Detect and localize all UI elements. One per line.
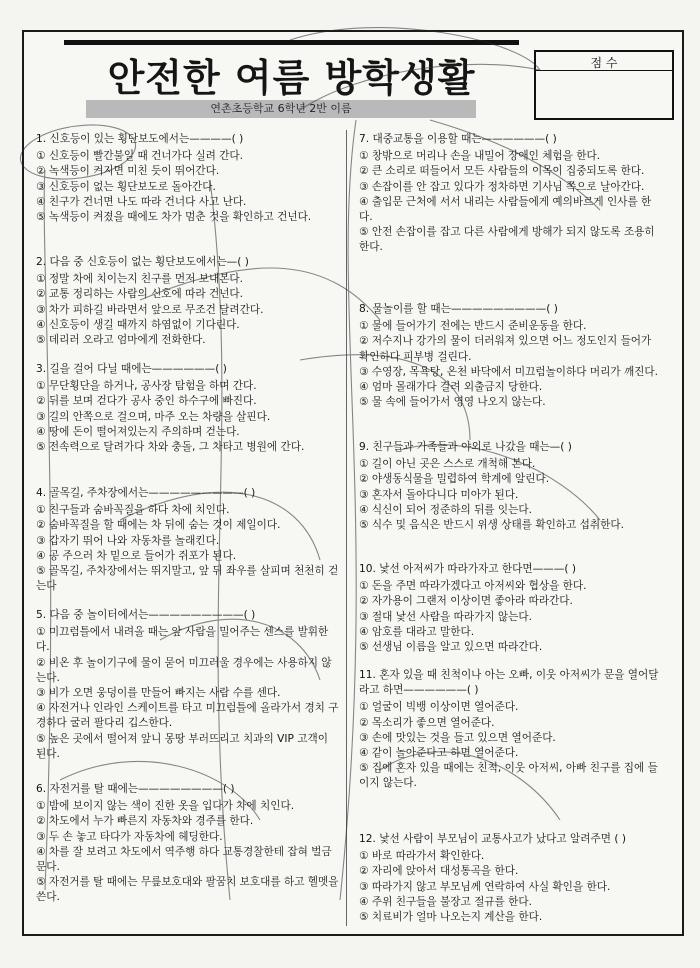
option: ① 미끄럼틀에서 내려올 때는 앞 사람을 밀어주는 센스를 발휘한다. (36, 626, 329, 654)
question-3 (36, 362, 341, 455)
question-5 (36, 608, 341, 762)
option: ⑤ 물 속에 들어가서 영영 나오지 않는다. (359, 396, 546, 409)
question-4 (36, 486, 341, 594)
option: ② 숨바꼭질을 할 때에는 차 뒤에 숨는 것이 제일이다. (36, 519, 281, 532)
option: ③ 두 손 놓고 타다가 자동차에 헤딩한다. (36, 830, 223, 843)
question-1 (36, 132, 341, 225)
option: ① 무단횡단을 하거나, 공사장 탐험을 하며 간다. (36, 380, 257, 393)
option: ② 큰 소리로 떠들어서 모든 사람들의 이목이 집중되도록 한다. (359, 165, 645, 178)
option: ① 밤에 보이지 않는 색이 진한 옷을 입다가 차에 치인다. (36, 800, 295, 813)
option: ① 길이 아닌 곳은 스스로 개척해 본다. (359, 458, 536, 471)
option: ⑤ 치료비가 얼마 나오는지 계산을 한다. (359, 911, 543, 924)
question-text: 11. 혼자 있을 때 친척이나 아는 오빠, 이웃 아저씨가 문을 열어달라고 하면——————( ) (359, 669, 659, 697)
column-divider (346, 130, 347, 926)
option: ① 친구들과 숨바꼭질을 하다 차에 치인다. (36, 504, 230, 517)
option: ⑤ 전속력으로 달려가다 차와 충돌, 그 차타고 병원에 간다. (36, 441, 305, 454)
question-9 (359, 440, 664, 533)
question-12 (359, 832, 664, 925)
option: ⑤ 선생님 이름을 알고 있으면 따라간다. (359, 641, 543, 654)
question-text: 2. 다음 중 신호등이 없는 횡단보도에서는—( ) (36, 256, 249, 268)
option: ③ 차가 피하길 바라면서 앞으로 무조건 달려간다. (36, 303, 264, 316)
option: ① 돈을 주면 따라가겠다고 아저씨와 협상을 한다. (359, 580, 587, 593)
question-text: 9. 친구들과 가족들과 야외로 나갔을 때는—( ) (359, 441, 572, 453)
option: ② 비온 후 놀이기구에 물이 묻어 미끄러울 경우에는 사용하지 않는다. (36, 656, 332, 684)
option: ② 차도에서 누가 빠른지 자동차와 경주를 한다. (36, 815, 254, 828)
option: ③ 갑자기 뛰어 나와 자동차를 놀래킨다. (36, 534, 220, 547)
question-text: 7. 대중교통을 이용할 때는——————( ) (359, 133, 557, 145)
score-label: 점 수 (536, 52, 672, 71)
option: ② 교통 정리하는 사람의 신호에 따라 건넌다. (36, 288, 244, 301)
option: ③ 따라가지 않고 부모님께 연락하여 사실 확인을 한다. (359, 880, 611, 893)
question-8 (359, 302, 664, 410)
option: ② 자가용이 그랜저 이상이면 좋아라 따라간다. (359, 595, 573, 608)
option: ⑤ 집에 혼자 있을 때에는 친척, 이웃 아저씨, 아빠 친구를 집에 들이지 않는다. (359, 762, 658, 790)
question-10 (359, 562, 664, 655)
option: ④ 자전거나 인라인 스케이트를 타고 미끄럼틀에 올라가서 경치 구경하다 굴러 팔다리 깁스한다. (36, 702, 339, 730)
option: ③ 비가 오면 웅덩이를 만들어 빠지는 사람 수를 센다. (36, 687, 281, 700)
option: ③ 신호등이 없는 횡단보도로 돌아간다. (36, 180, 216, 193)
school-class-line: 연촌초등학교 6학년 2반 이름 (86, 100, 476, 118)
option: ⑤ 녹색등이 켜졌을 때에도 차가 멈춘 것을 확인하고 건넌다. (36, 211, 312, 224)
option: ⑤ 골목길, 주차장에서는 뛰지말고, 앞 뒤 좌우를 살피며 천천히 걷는다 (36, 565, 339, 593)
question-7 (359, 132, 664, 256)
option: ① 정말 차에 치이는지 친구를 먼저 보내본다. (36, 273, 244, 286)
option: ⑤ 자전거를 탈 때에는 무릎보호대와 팔꿈치 보호대를 하고 헬멧을 쓴다. (36, 876, 339, 904)
option: ① 신호등이 빨간불일 때 건너가다 실려 간다. (36, 150, 244, 163)
question-11 (359, 668, 664, 792)
question-2 (36, 255, 341, 348)
option: ④ 공 주으러 차 밑으로 들어가 쥐포가 된다. (36, 549, 237, 562)
question-6 (36, 782, 341, 906)
option: ④ 같이 놀아준다고 하면 열어준다. (359, 747, 519, 760)
question-text: 8. 물놀이를 할 때는—————————( ) (359, 303, 558, 315)
question-text: 12. 낯선 사람이 부모님이 교통사고가 났다고 알려주면 ( ) (359, 833, 626, 845)
option: ⑤ 안전 손잡이를 잡고 다른 사람에게 방해가 되지 않도록 조용히 한다. (359, 226, 655, 254)
option: ⑤ 데리러 오라고 엄마에게 전화한다. (36, 334, 206, 347)
option: ④ 신호등이 생길 때까지 하염없이 기다린다. (36, 318, 240, 331)
option: ① 창밖으로 머리나 손을 내밀어 장애인 체험을 한다. (359, 150, 601, 163)
title-band (64, 40, 519, 103)
question-text: 1. 신호등이 있는 횡단보도에서는————( ) (36, 133, 244, 145)
option: ② 목소리가 좋으면 열어준다. (359, 716, 495, 729)
question-text: 3. 길을 걸어 다닐 때에는——————( ) (36, 363, 227, 375)
question-text: 4. 골목길, 주차장에서는—————————( ) (36, 487, 256, 499)
option: ③ 수영장, 목욕탕, 온천 바닥에서 미끄럼놀이하다 머리가 깨진다. (359, 365, 659, 378)
page-title: 안전한 여름 방학생활 (107, 56, 476, 100)
score-box (534, 50, 674, 120)
option: ④ 출입문 근처에 서서 내리는 사람들에게 예의바르게 인사를 한다. (359, 195, 652, 224)
option: ④ 식신이 되어 정준하의 뒤를 잇는다. (359, 503, 532, 516)
option: ④ 친구가 건너면 나도 따라 건너다 사고 난다. (36, 195, 247, 208)
option: ⑤ 높은 곳에서 떨어져 앞니 몽땅 부러뜨리고 치과의 VIP 고객이 된다. (36, 732, 328, 760)
option: ④ 땅에 돈이 떨어져있는지 주의하며 걷는다. (36, 425, 240, 438)
option: ① 얼굴이 빅뱅 이상이면 열어준다. (359, 701, 519, 714)
option: ② 자리에 앉아서 대성통곡을 한다. (359, 865, 519, 878)
option: ③ 손잡이를 안 잡고 있다가 정차하면 기사님 쪽으로 날아간다. (359, 180, 645, 193)
option: ② 저수지나 강가의 물이 더러워져 있으면 어느 정도인지 들어가 확인하다 피부병 걸린다. (359, 335, 652, 363)
option: ④ 엄마 몰래가다 걸려 외출금지 당한다. (359, 381, 543, 394)
option: ② 야생동식물을 밀렵하여 학계에 알린다. (359, 473, 550, 486)
option: ③ 길의 안쪽으로 걸으며, 마주 오는 차량을 살핀다. (36, 410, 271, 423)
option: ① 바로 따라가서 확인한다. (359, 850, 485, 863)
option: ⑤ 식수 및 음식은 반드시 위생 상태를 확인하고 섭취한다. (359, 519, 624, 532)
option: ② 녹색등이 켜지면 미친 듯이 뛰어간다. (36, 165, 220, 178)
quiz-sheet (22, 30, 684, 936)
option: ③ 손에 맛있는 것을 들고 있으면 열어준다. (359, 731, 556, 744)
option: ② 뒤를 보며 걷다가 공사 중인 하수구에 빠진다. (36, 395, 257, 408)
option: ③ 절대 낯선 사람을 따라가지 않는다. (359, 610, 532, 623)
question-text: 6. 자전거를 탈 때에는————————( ) (36, 783, 235, 795)
option: ① 물에 들어가기 전에는 반드시 준비운동을 한다. (359, 320, 587, 333)
option: ④ 차를 잘 보려고 차도에서 역주행 하다 교통경찰한테 잡혀 벌금 문다. (36, 845, 332, 874)
option: ④ 주위 친구들을 불장고 절규를 한다. (359, 895, 532, 908)
option: ③ 혼자서 돌아다니다 미아가 된다. (359, 488, 519, 501)
question-text: 10. 낯선 아저씨가 따라가자고 한다면———( ) (359, 563, 577, 575)
question-text: 5. 다음 중 놀이터에서는—————————( ) (36, 609, 256, 621)
option: ④ 암호를 대라고 말한다. (359, 625, 475, 638)
